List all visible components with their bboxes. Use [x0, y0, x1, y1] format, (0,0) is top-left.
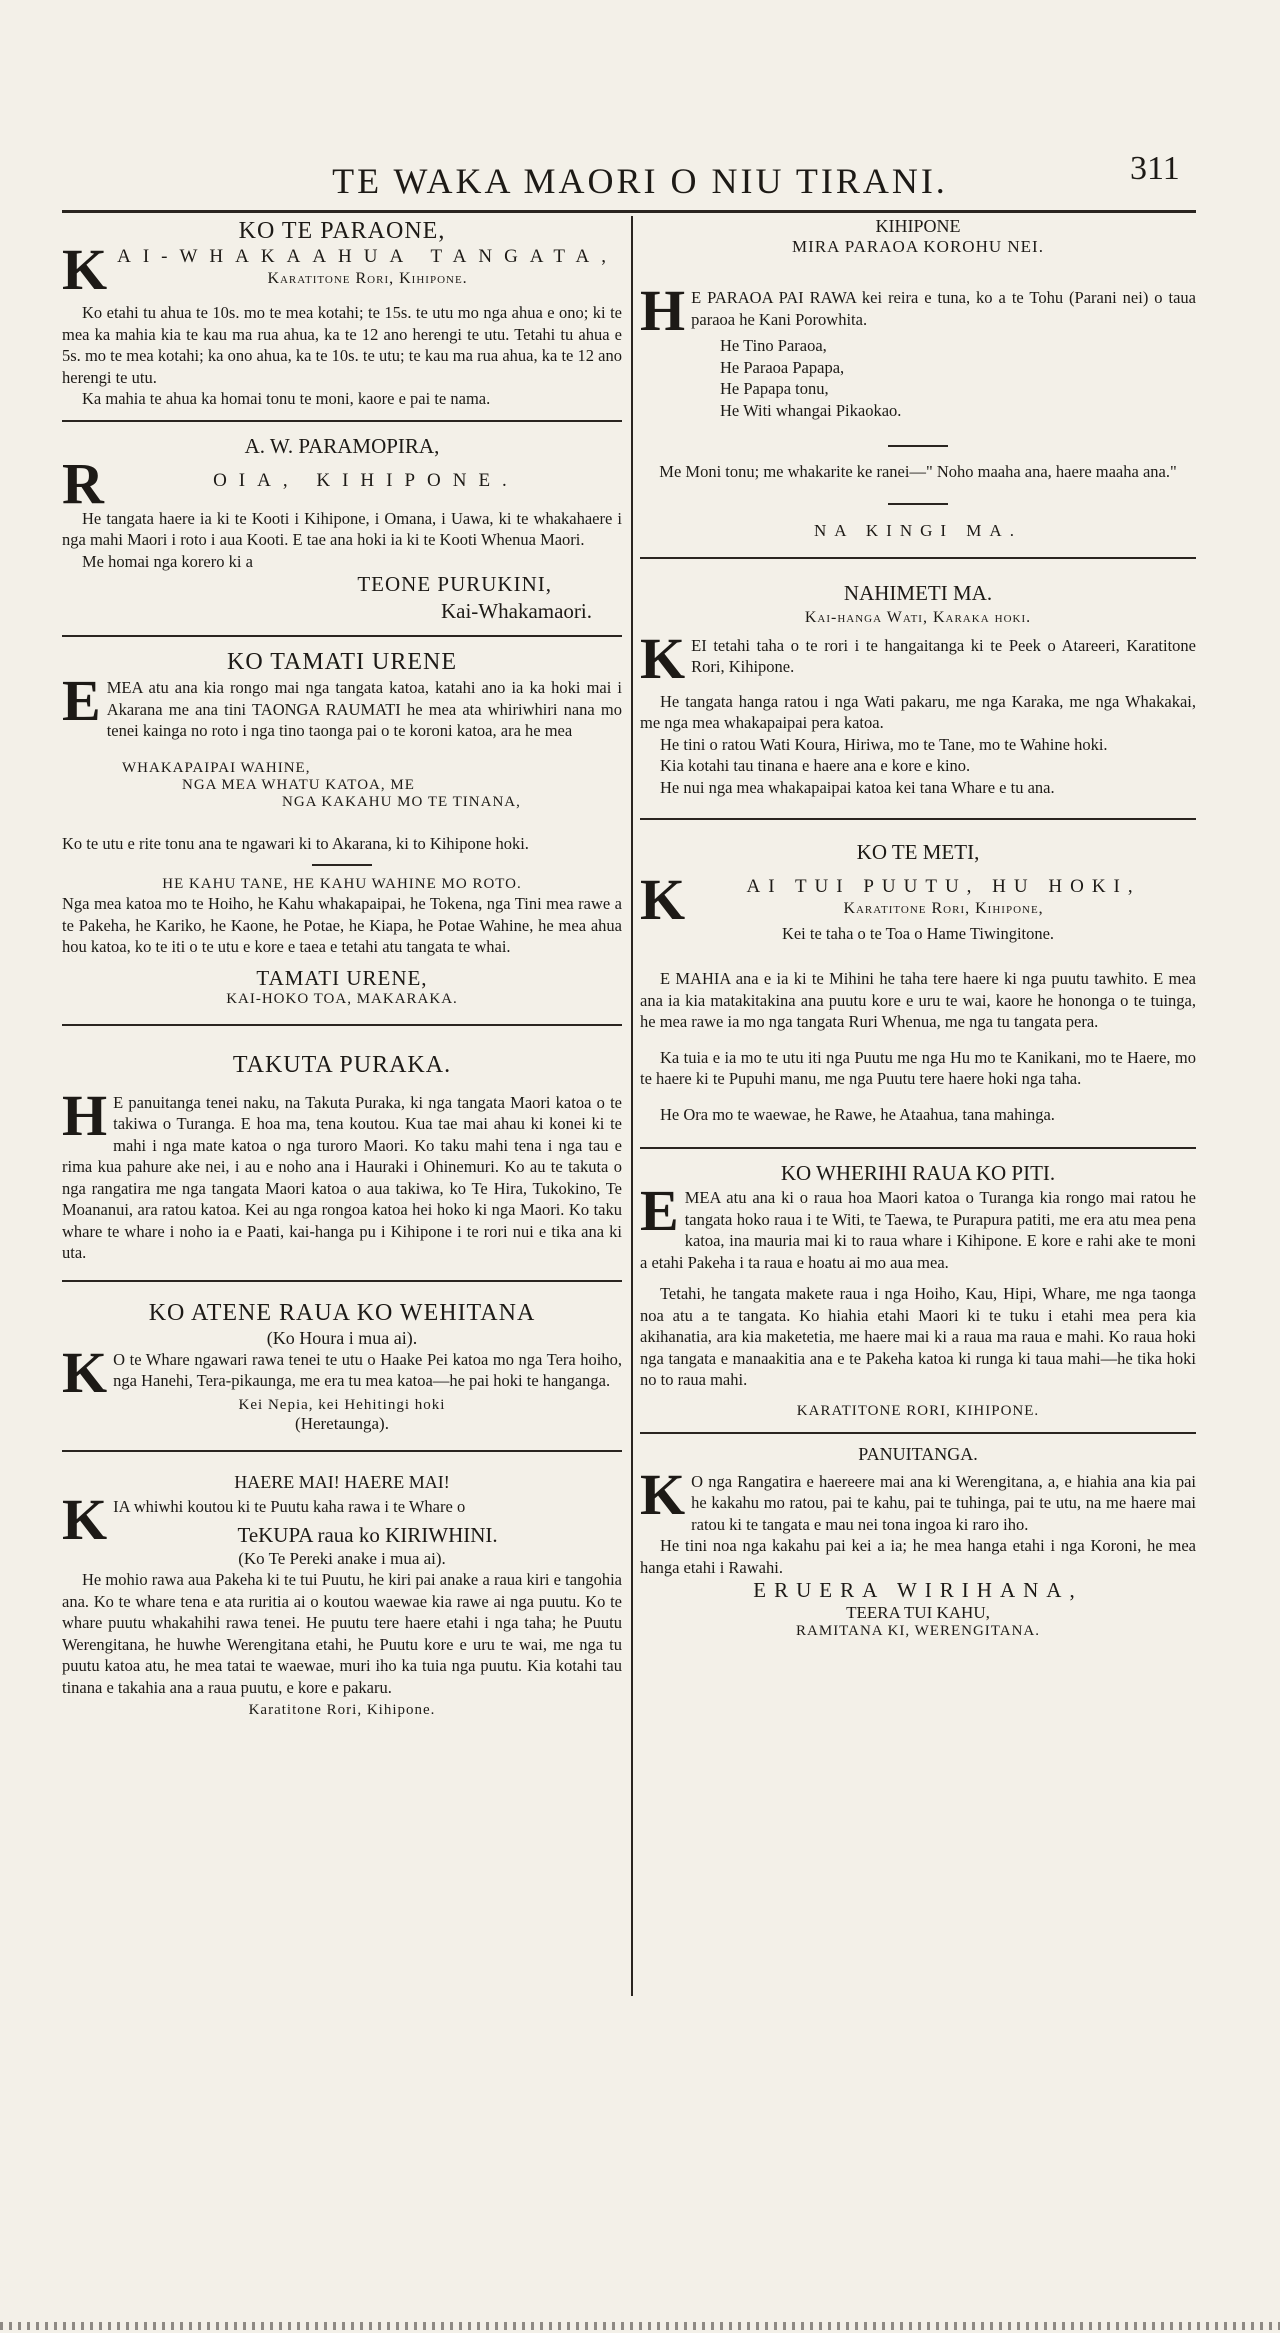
short-rule: [888, 445, 948, 447]
ad-body: He tangata haere ia ki te Kooti i Kihipone, i Omana, i Uawa, ki te whakahaere i nga mahi Maori i roto i aua Kooti. E tae ana hoki ia ki te Kooti Whenua Maori.: [62, 508, 622, 549]
ad-address: Karatitone Rori, Kihipone.: [267, 270, 468, 287]
short-rule: [312, 864, 372, 866]
list-item: He Tino Paraoa,: [720, 336, 827, 355]
signature: NA KINGI MA.: [814, 520, 1022, 540]
list-item: He Witi whangai Pikaokao.: [720, 400, 902, 420]
ad-body: E PARAOA PAI RAWA kei reira e tuna, ko a te Tohu (Parani nei) o taua paraoa he Kani Porowhita.: [691, 288, 1196, 329]
signature: ERUERA WIRIHANA,: [753, 1578, 1083, 1602]
column-divider: [631, 216, 633, 1996]
ad-name: TeKUPA raua ko KIRIWHINI.: [237, 1523, 498, 1547]
separator: [640, 818, 1196, 820]
separator: [640, 557, 1196, 559]
ad-subtitle: (Ko Houra i mua ai).: [266, 1327, 418, 1348]
ad-body: He tini noa nga kakahu pai kei a ia; he mea hanga etahi i nga Koroni, he mea hanga etahi i Rawahi.: [640, 1536, 1196, 1577]
ad-paramopira: [62, 432, 622, 626]
signature-title: Kai-Whakamaori.: [440, 599, 592, 623]
ad-urene: [62, 647, 622, 1008]
ad-piti: [640, 1159, 1196, 1420]
ad-subtitle: AI TUI PUUTU, HU HOKI,: [746, 876, 1141, 897]
signature: Kei Nepia, kei Hehitingi hoki: [238, 1396, 446, 1413]
drop-cap: K: [640, 634, 686, 683]
ad-subheading: HE KAHU TANE, HE KAHU WAHINE MO ROTO.: [162, 876, 522, 892]
ad-body: Kia kotahi tau tinana e haere ana e kore e kino.: [660, 756, 971, 775]
ad-title: A. W. PARAMOPIRA,: [244, 433, 440, 458]
list-line: NGA KAKAHU MO TE TINANA,: [282, 793, 521, 810]
signature-title: TEERA TUI KAHU,: [846, 1603, 990, 1622]
signature-title: (Heretaunga).: [295, 1413, 389, 1433]
ad-body: He tangata hanga ratou i nga Wati pakaru, me nga Karaka, me nga Whakakai, me nga mea whakapaipai pera katoa.: [640, 691, 1196, 732]
ad-paraoa: [640, 216, 1196, 541]
ad-subtitle: MIRA PARAOA KOROHU NEI.: [792, 237, 1044, 256]
separator: [62, 420, 622, 422]
ad-title: NAHIMETI MA.: [843, 580, 993, 605]
drop-cap: E: [62, 677, 101, 733]
separator: [640, 1432, 1196, 1434]
list-item: He Papapa tonu,: [720, 379, 829, 398]
ad-title: KO ATENE RAUA KO WEHITANA: [148, 1299, 536, 1326]
ad-quote: Me Moni tonu; me whakarite ke ranei—" Noho maaha ana, haere maaha ana.": [659, 462, 1177, 481]
ad-body: Tetahi, he tangata makete raua i nga Hoiho, Kau, Hipi, Whare, me nga taonga noa atu a te tangata. Ko hiahia etahi Maori ki te tuku i etahi mea pera kia akihanatia, ara kia maketetia, me haere mai ki a raua ma raua e mahi. Ko raua hoki nga tangata e manaakitia ana e te Pakeha katoa ki runga ki taua mahi—he tika hoki no to raua mahi.: [640, 1284, 1196, 1389]
drop-cap: K: [640, 1470, 686, 1527]
ad-body: He Ora mo te waewae, he Rawe, he Ataahua, tana mahinga.: [660, 1104, 1055, 1124]
separator: [640, 1147, 1196, 1149]
right-column: [640, 216, 1196, 1640]
ad-panuitanga: [640, 1444, 1196, 1641]
ad-subtitle: (Ko Te Pereki anake i mua ai).: [238, 1549, 446, 1568]
drop-cap: H: [640, 287, 686, 335]
drop-cap: E: [640, 1187, 679, 1243]
ad-kupa: [62, 1468, 622, 1720]
ad-body: Ko te utu e rite tonu ana te ngawari ki to Akarana, ki to Kihipone hoki.: [62, 833, 529, 853]
ad-subtitle: AI-WHAKAAHUA TANGATA,: [117, 246, 618, 267]
ad-body: O nga Rangatira e haereere mai ana ki Werengitana, a, e hiahia ana kia pai he kakahu mo ratou, pai te kahu, pai te tuhinga, pai te utu, na me haere mai ratou ki te tangata e mau nei tona ingoa ki raro iho.: [691, 1471, 1196, 1534]
ad-body: Ko etahi tu ahua te 10s. mo te mea kotahi; te 15s. te utu mo nga ahua e ono; ki te mea ka mahia kia te kau ma rua ahua, ka te 12 ano herengi te utu. Tetahi tu ahua e 5s. mo te mea kotahi; ka ono ahua, ka te 10s. te utu; te kau ma rua ahua, ka te 12 ano herengi te utu.: [62, 303, 622, 387]
header-rule: [62, 210, 1196, 213]
ad-title: HAERE MAI! HAERE MAI!: [234, 1471, 450, 1492]
signature: KARATITONE RORI, KIHIPONE.: [796, 1402, 1040, 1419]
drop-cap: K: [62, 1495, 108, 1549]
list-line: NGA MEA WHATU KATOA, ME: [182, 776, 415, 793]
ad-body: He mohio rawa aua Pakeha ki te tui Puutu, he kiri pai anake a raua kiri e tangohia ana. Ko te whare tena e ata ruritia ai o koutou waewae kia rawe ai nga puutu. Ko te whare puutu whakahihi rawa tenei. He puutu tere haere etahi i nga taha; he Puutu Werengitana, he huwhe Werengitana etahi, he Puutu kore e uru te wai, me nga tu puutu katoa atu, he mea tatai te waewae, muri iho ka tuia nga puutu. Kia kotahi tau tinana e takahia ana a raua puutu, e kore e pakaru.: [62, 1570, 622, 1697]
drop-cap: K: [640, 876, 686, 924]
separator: [62, 635, 622, 637]
drop-cap: K: [62, 1348, 108, 1397]
page-edge: [0, 2322, 1280, 2330]
ad-body: Nga mea katoa mo te Hoiho, he Kahu whakapaipai, he Tokena, nga Tini mea rawe a te Pakeha, he Kariko, he Kaone, he Potae, he Kiapa, he Potae Wahine, he mea ahua hou katoa, ko te iti o te utu e kore e taea e tetahi atu tangata te whai.: [62, 894, 622, 956]
ad-body: MEA atu ana kia rongo mai nga tangata katoa, katahi ano ia ka hoki mai i Akarana me ana tini TAONGA RAUMATI he mea ata whiriwhiri nana mo tenei kainga no roto i nga tino taonga pai o te koroni katoa, ara he mea: [106, 678, 622, 740]
drop-cap: H: [62, 1091, 108, 1148]
ad-title: KIHIPONE: [875, 216, 961, 236]
ad-body: EI tetahi taha o te rori i te hangaitanga ki te Peek o Atareeri, Karatitone Rori, Kihipone.: [691, 635, 1196, 676]
ad-title: TAKUTA PURAKA.: [232, 1051, 452, 1078]
ad-wehitana: [62, 1298, 622, 1434]
ad-title: KO TE METI,: [856, 840, 980, 864]
ad-body: IA whiwhi koutou ki te Puutu kaha rawa i te Whare o: [113, 1496, 466, 1516]
ad-title: PANUITANGA.: [858, 1443, 978, 1464]
separator: [62, 1450, 622, 1452]
ad-body: Ka tuia e ia mo te utu iti nga Puutu me nga Hu mo te Kanikani, mo te Haere, mo te haere ki te Pupuhi manu, me nga Puutu tere haere hoki nga taha.: [640, 1047, 1196, 1088]
ad-title: KO WHERIHI RAUA KO PITI.: [780, 1161, 1056, 1185]
signature: TEONE PURUKINI,: [357, 572, 552, 596]
ad-location: Kei te taha o te Toa o Hame Tiwingitone.: [781, 924, 1055, 943]
ad-puraka: [62, 1050, 622, 1264]
ad-address: Karatitone Rori, Kihipone,: [843, 900, 1044, 917]
page-number: 311: [1130, 150, 1180, 187]
drop-cap: R: [62, 459, 104, 508]
ad-body: He tini o ratou Wati Koura, Hiriwa, mo te Tane, mo te Wahine hoki.: [660, 734, 1108, 754]
left-column: [62, 216, 622, 1719]
separator: [62, 1024, 622, 1026]
ad-title: KO TAMATI URENE: [227, 649, 457, 675]
ad-body: Ka mahia te ahua ka homai tonu te moni, kaore e pai te nama.: [82, 389, 491, 408]
ad-title: KO TE PARAONE,: [238, 218, 446, 244]
short-rule: [888, 503, 948, 505]
drop-cap: K: [62, 246, 108, 294]
ad-meti: [640, 838, 1196, 1125]
signature-title: KAI-HOKO TOA, MAKARAKA.: [226, 990, 458, 1007]
signature: Karatitone Rori, Kihipone.: [248, 1702, 436, 1718]
ad-subtitle: OIA, KIHIPONE.: [213, 469, 519, 491]
ad-body: He nui nga mea whakapaipai katoa kei tana Whare e tu ana.: [660, 777, 1055, 797]
ad-body: O te Whare ngawari rawa tenei te utu o Haake Pei katoa mo nga Tera hoiho, nga Hanehi, Tera-pikaunga, me era tu mea katoa—he pai hoki te hanganga.: [113, 1349, 622, 1390]
signature-address: RAMITANA KI, WERENGITANA.: [796, 1623, 1040, 1639]
page-title: TE WAKA MAORI O NIU TIRANI.: [332, 161, 948, 201]
ad-body: E panuitanga tenei naku, na Takuta Puraka, ki nga tangata Maori katoa o te takiwa o Turanga. E hoa ma, tena koutou. Kua tae mai ahau ki konei ki te mahi i nga mate katoa o nga turoro Maori. Ko taku mahi tena i nga tau e rima kua pahure ake nei, i au e noho ana i Hauraki i Ohinemuri. Ko au te takuta o nga rangatira me nga tangata Maori katoa o aua takiwa, ko Te Hira, Tukokino, Te Moananui, ara ratou katoa. Kei au nga rongoa katoa hei hoko ki nga Maori. Ko taku whare te whare i noho ia e Paati, kai-hanga pu i Kihipone i te rori nui e tika ana ki uta.: [62, 1092, 622, 1262]
ad-paraone: [62, 216, 622, 410]
list-item: He Paraoa Papapa,: [720, 357, 845, 377]
ad-body: MEA atu ana ki o raua hoa Maori katoa o Turanga kia rongo mai ratou he tangata hoko raua i te Witi, te Taewa, te Purapura patiti, me era atu mea pena katoa, ina mauria mai ki to raua whare i Kihipone. E kore e rahi ake te moni a etahi Pakeha i ta raua e hoatu ai mo aua mea.: [640, 1188, 1196, 1272]
ad-body: Me homai nga korero ki a: [82, 551, 253, 571]
item-list: [720, 335, 1196, 421]
list-line: WHAKAPAIPAI WAHINE,: [122, 759, 311, 776]
ad-body: E MAHIA ana e ia ki te Mihini he taha tere haere ki nga puutu tawhito. E mea ana ia kia matakitakina ana puutu kore e uru te wai, kaore he hononga o te tuinga, he mea rawe ia mo nga tangata Ruri Whenua, me nga tu tangata pera.: [640, 969, 1196, 1031]
separator: [62, 1280, 622, 1282]
ad-nahimeti: [640, 579, 1196, 799]
ad-subtitle: Kai-hanga Wati, Karaka hoki.: [804, 608, 1032, 626]
signature: TAMATI URENE,: [256, 965, 428, 990]
